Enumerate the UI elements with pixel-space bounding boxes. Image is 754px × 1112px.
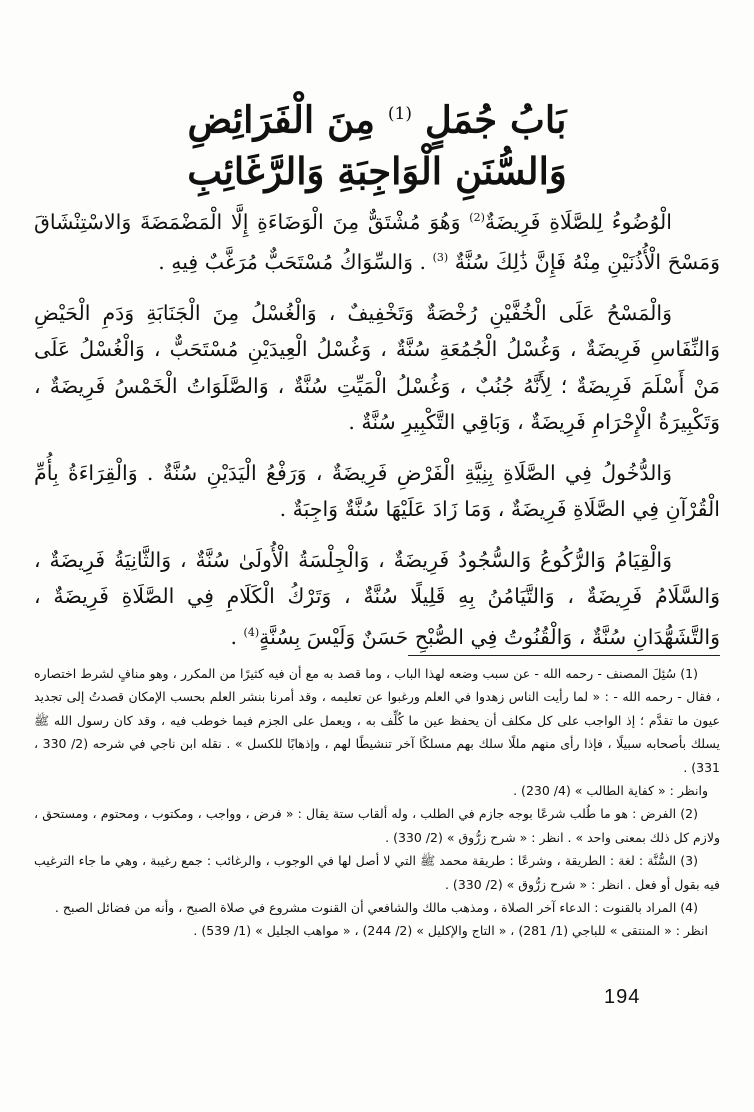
footnote-1-see-also: وانظر : « كفاية الطالب » (4/ 230) . — [513, 783, 708, 799]
page-number: 194 — [604, 986, 641, 1008]
paragraph-4-part-c: . — [230, 624, 237, 649]
chapter-title-part-1: بَابُ جُمَلٍ — [424, 97, 567, 142]
paragraph-2: وَالْمَسْحُ عَلَى الْخُفَّيْنِ رُخْصَةٌ وَتَخْفِيفٌ ، وَالْغُسْلُ مِنَ الْجَنَابَةِ وَدَمِ الْحَيْضِ وَالنِّفَاسِ فَرِيضَةٌ ، وَغُسْلُ الْجُمُعَةِ سُنَّةٌ ، وَغُسْلُ الْعِيدَيْنِ مُسْتَحَبٌّ ، وَالْغُسْلُ عَلَى مَنْ أَسْلَمَ فَرِيضَةٌ ؛ لِأَنَّهُ جُنُبٌ ، وَغُسْلُ الْمَيِّتِ سُنَّةٌ ، وَالصَّلَوَاتُ الْخَمْسُ فَرِيضَةٌ ، وَتَكْبِيرَةُ الْإِحْرَامِ فَرِيضَةٌ ، وَبَاقِي التَّكْبِيرِ سُنَّةٌ . — [34, 300, 720, 435]
footnote-divider — [408, 655, 720, 656]
paragraph-3: وَالدُّخُولُ فِي الصَّلَاةِ بِنِيَّةِ الْفَرْضِ فَرِيضَةٌ ، وَرَفْعُ الْيَدَيْنِ سُنَّةٌ . وَالْقِرَاءَةُ بِأُمِّ الْقُرْآنِ فِي الصَّلَاةِ فَرِيضَةٌ ، وَمَا زَادَ عَلَيْهَا سُنَّةٌ وَاجِبَةٌ . — [34, 460, 720, 522]
paragraph-4 — [34, 542, 720, 655]
paragraph-4-part-a: وَالْقِيَامُ وَالرُّكُوعُ وَالسُّجُودُ فَرِيضَةٌ ، وَالْجِلْسَةُ الْأُولَىٰ سُنَّةٌ ، وَالثَّانِيَةُ فَرِيضَةٌ ، وَالسَّلَامُ فَرِيضَةٌ ، وَالتَّيَامُنُ بِهِ قَلِيلًا سُنَّةٌ ، وَتَرْكُ الْكَلَامِ فِي الصَّلَاةِ فَرِيضَةٌ ، وَالتَّشَهُّدَانِ سُنَّةٌ ، وَالْقُنُوتُ فِي الصُّبْحِ حَسَنٌ وَلَيْسَ بِسُنَّةٍ — [34, 547, 720, 649]
footnote-2: (2) الفرض : هو ما طُلب شرعًا بوجه جازم في الطلب ، وله ألقاب ستة يقال : « فرض ، وواجب ، ومكتوب ، ومحتوم ، ومستحق ، ولازم كل ذلك بمعنى واحد » . انظر : « شرح زرُّوق » (2/ 330) . — [34, 806, 720, 845]
paragraph-1 — [34, 200, 720, 281]
chapter-title-footnote-ref: (1) — [387, 104, 412, 124]
paragraph-1-part-a: الْوُضُوءُ لِلصَّلَاةِ فَرِيضَةٌ — [484, 209, 672, 234]
chapter-title-line-2: وَالسُّنَنِ الْوَاجِبَةِ وَالرَّغَائِبِ — [187, 149, 567, 193]
paragraph-1-part-c: . وَالسِّوَاكُ مُسْتَحَبٌّ مُرَغَّبٌ فِيهِ . — [158, 250, 427, 275]
paragraph-1-part-b: وَهُوَ مُشْتَقٌّ مِنَ الْوَضَاءَةِ إِلَّا الْمَضْمَضَةَ وَالاسْتِنْشَاقَ وَمَسْحَ الْأُذُنَيْنِ مِنْهُ فَإِنَّ ذَٰلِكَ سُنَّةٌ — [34, 209, 720, 275]
footnote-4-references: انظر : « المنتقى » للباجي (1/ 281) ، « التاج والإكليل » (2/ 244) ، « مواهب الجليل » (1/ 539) . — [193, 923, 708, 939]
chapter-title-part-2: مِنَ الْفَرَائِضِ — [187, 97, 375, 142]
footnote-1: (1) سُئِلَ المصنف - رحمه الله - عن سبب وضعه لهذا الباب ، وما قصد به مع أن فيه كثيرًا من المكرر ، وهو منافٍ لشرط اختصاره ، فقال - رحمه الله - : « لما رأيت الناس زهدوا في العلم ورغبوا عن تعليمه ، وقد أمرنا بنشر العلم بحسب الإمكان قصدتُ إلى تجديد عيون ما تقدَّم ؛ إذ الواجب على كل مكلف أن يحفظ عين ما كُلِّف به ، ويعمل على الجزم فيما خوطب فيه ، وقد كان رسول الله ﷺ يسلك بأصحابه سبيلًا ، فإذا رأى منهم مللًا سلك بهم مسلكًا آخر تنشيطًا لهم ، وإذهابًا للكسل » . نقله ابن ناجي في شرحه (2/ 330 ، 331) . — [34, 666, 721, 775]
main-text — [34, 200, 720, 669]
footnote-ref-2: (2) — [469, 211, 485, 224]
footnotes — [34, 662, 720, 943]
chapter-title-line-1 — [0, 88, 754, 145]
footnote-3: (3) السُّنَّة : لغة : الطريقة ، وشرعًا : طريقة محمد ﷺ التي لا أصل لها في الوجوب ، والرغائب : جمع رغيبة ، وهي ما جاء الترغيب فيه بقول أو فعل . انظر : « شرح زرُّوق » (2/ 330) . — [34, 853, 720, 892]
footnote-4: (4) المراد بالقنوت : الدعاء آخر الصلاة ، ومذهب مالك والشافعي أن القنوت مشروع في صلاة الصبح ، وأنه من فضائل الصبح . — [54, 900, 698, 916]
footnote-ref-4: (4) — [243, 625, 260, 639]
footnote-ref-3: (3) — [432, 251, 449, 265]
